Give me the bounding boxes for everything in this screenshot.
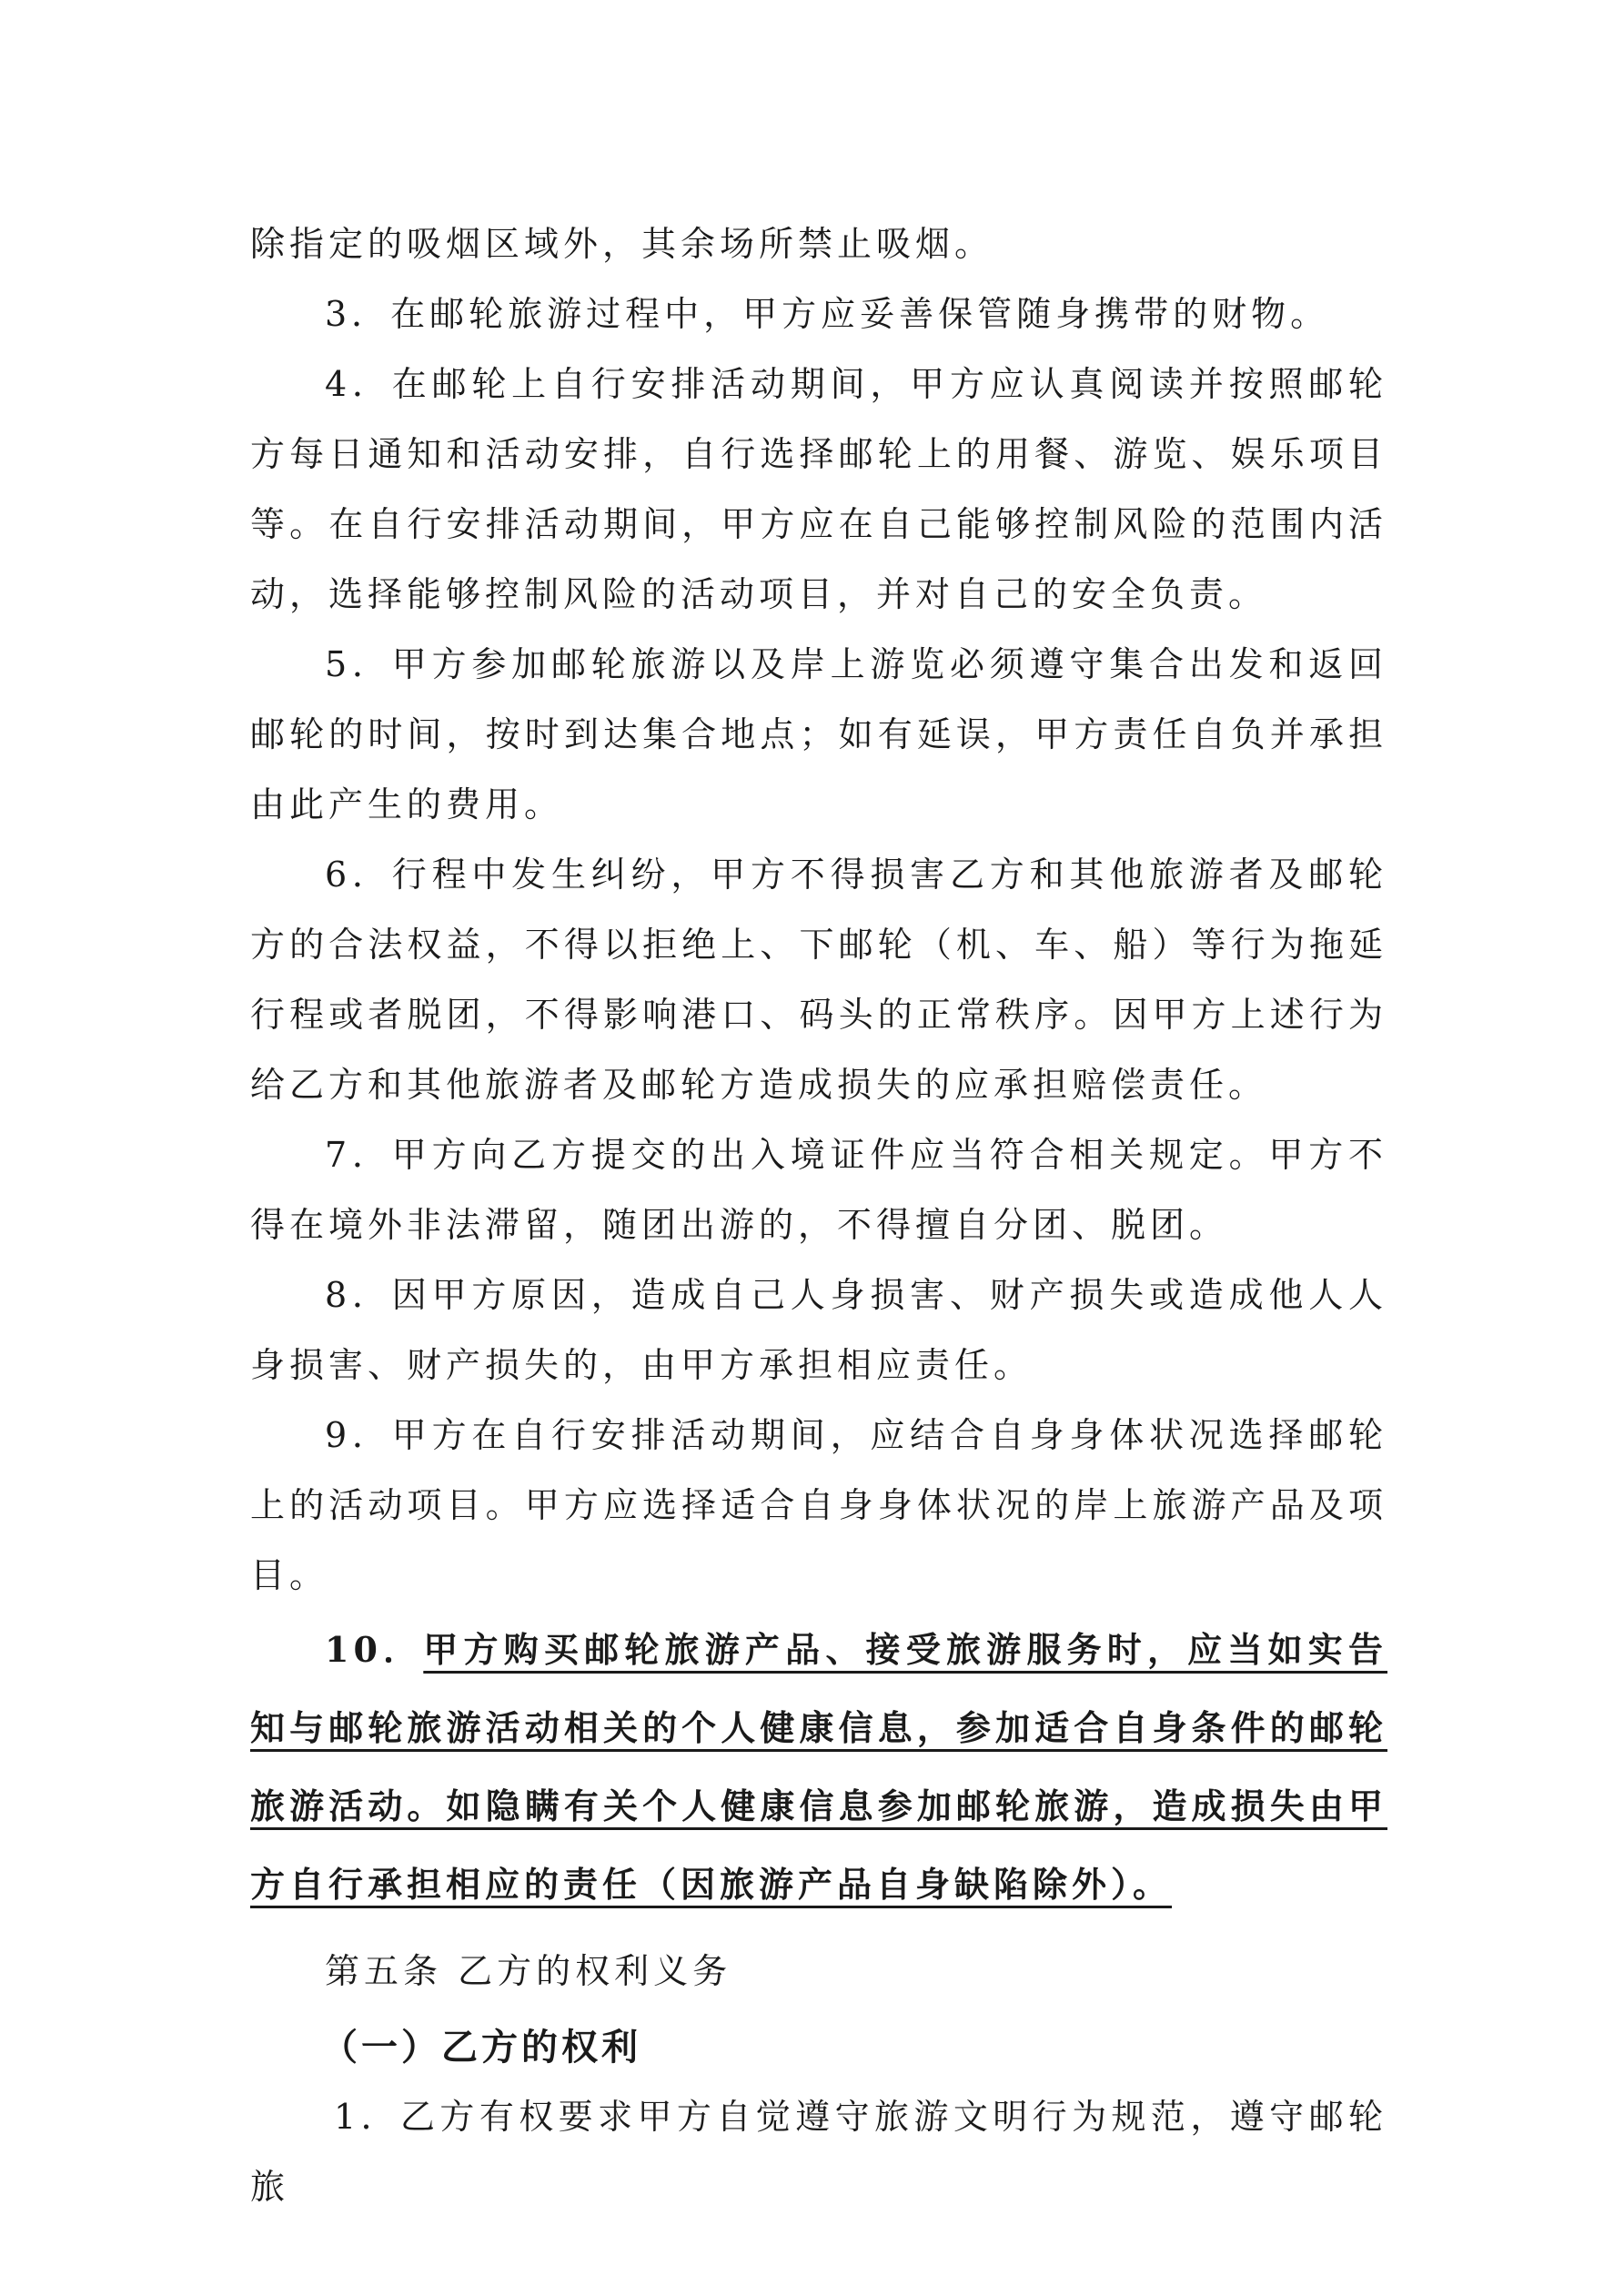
section-1-heading: （一）乙方的权利 bbox=[321, 2026, 641, 2068]
rights-clause-1: 1．乙方有权要求甲方自觉遵守旅游文明行为规范，遵守邮轮旅 bbox=[250, 2097, 1387, 2207]
clause-4: 4．在邮轮上自行安排活动期间，甲方应认真阅读并按照邮轮方每日通知和活动安排，自行选择邮轮上的用餐、游览、娱乐项目等。在自行安排活动期间，甲方应在自己能够控制风险的范围内活动，选择能够控制风险的活动项目，并对自己的安全负责。 bbox=[250, 364, 1387, 614]
clause-5: 5．甲方参加邮轮旅游以及岸上游览必须遵守集合出发和返回邮轮的时间，按时到达集合地点；如有延误，甲方责任自负并承担由此产生的费用。 bbox=[250, 644, 1387, 824]
clause-7: 7．甲方向乙方提交的出入境证件应当符合相关规定。甲方不得在境外非法滞留，随团出游的，不得擅自分团、脱团。 bbox=[250, 1135, 1387, 1245]
document-page bbox=[250, 209, 1387, 2222]
clause-3: 3．在邮轮旅游过程中，甲方应妥善保管随身携带的财物。 bbox=[325, 294, 1330, 334]
clause-6: 6．行程中发生纠纷，甲方不得损害乙方和其他旅游者及邮轮方的合法权益，不得以拒绝上、下邮轮（机、车、船）等行为拖延行程或者脱团，不得影响港口、码头的正常秩序。因甲方上述行为给乙方和其他旅游者及邮轮方造成损失的应承担赔偿责任。 bbox=[250, 855, 1387, 1105]
clause-9: 9．甲方在自行安排活动期间，应结合自身身体状况选择邮轮上的活动项目。甲方应选择适合自身身体状况的岸上旅游产品及项目。 bbox=[250, 1415, 1387, 1595]
clause-10-text: 甲方购买邮轮旅游产品、接受旅游服务时，应当如实告知与邮轮旅游活动相关的个人健康信息，参加适合自身条件的邮轮旅游活动。如隐瞒有关个人健康信息参加邮轮旅游，造成损失由甲方自行承担相应的责任（因旅游产品自身缺陷除外）。 bbox=[250, 1629, 1387, 1905]
clause-8: 8．因甲方原因，造成自己人身损害、财产损失或造成他人人身损害、财产损失的，由甲方承担相应责任。 bbox=[250, 1275, 1387, 1385]
continued-paragraph: 除指定的吸烟区域外，其余场所禁止吸烟。 bbox=[250, 224, 994, 264]
clause-10-number: 10． bbox=[325, 1629, 424, 1670]
clause-10 bbox=[250, 1611, 1387, 1924]
article-5-heading: 第五条 乙方的权利义务 bbox=[325, 1951, 732, 1991]
